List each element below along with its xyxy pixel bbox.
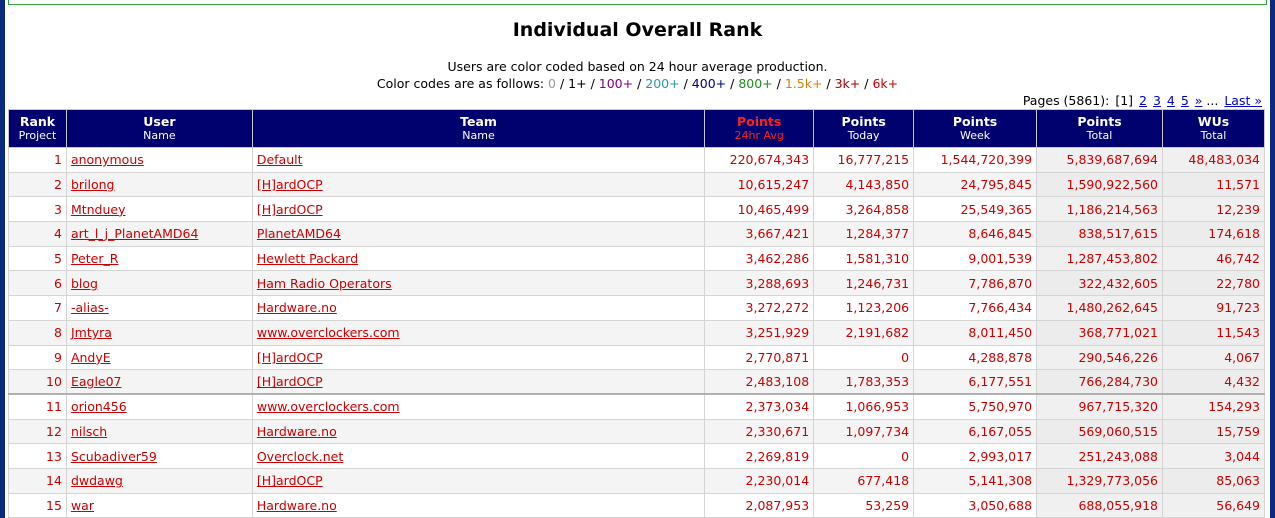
user-cell: [66, 296, 252, 321]
column-header-3[interactable]: [705, 110, 814, 148]
user-cell: [66, 320, 252, 345]
rank-cell: 15: [9, 493, 67, 518]
column-header-subtitle: Today: [847, 128, 880, 142]
team-link[interactable]: Hardware.no: [256, 497, 337, 513]
user-link[interactable]: Eagle07: [70, 374, 122, 390]
table-header-row: [9, 110, 1265, 148]
user-link[interactable]: -alias-: [70, 300, 109, 316]
points-total-cell: 5,839,687,694: [1037, 148, 1163, 173]
team-cell: [252, 246, 704, 271]
points-total-cell: 322,432,605: [1037, 271, 1163, 296]
pagination-link-3[interactable]: 3: [1152, 93, 1161, 108]
pagination-ellipsis: ...: [1206, 93, 1219, 108]
team-link[interactable]: Overclock.net: [256, 448, 344, 464]
rank-cell: 2: [9, 172, 67, 197]
points-today-cell: 16,777,215: [814, 148, 914, 173]
column-header-5[interactable]: [914, 110, 1037, 148]
color-code-1: 1+: [568, 76, 587, 91]
column-header-2[interactable]: [252, 110, 704, 148]
team-link[interactable]: Ham Radio Operators: [256, 275, 392, 291]
points-today-cell: 53,259: [814, 493, 914, 518]
points-week-cell: 7,766,434: [914, 296, 1037, 321]
user-link[interactable]: Peter_R: [70, 251, 119, 267]
points-today-cell: 1,123,206: [814, 296, 914, 321]
points-24hr-cell: 3,251,929: [705, 320, 814, 345]
points-week-cell: 5,750,970: [914, 394, 1037, 419]
points-24hr-cell: 3,462,286: [705, 246, 814, 271]
points-week-cell: 1,544,720,399: [914, 148, 1037, 173]
column-header-title: Points: [841, 113, 886, 129]
points-week-cell: 24,795,845: [914, 172, 1037, 197]
table-row: [9, 468, 1265, 493]
wus-total-cell: 46,742: [1162, 246, 1264, 271]
pagination-next[interactable]: »: [1194, 93, 1203, 108]
wus-total-cell: 174,618: [1162, 222, 1264, 247]
user-cell: [66, 493, 252, 518]
column-header-subtitle: Name: [462, 128, 495, 142]
wus-total-cell: 4,067: [1162, 345, 1264, 370]
wus-total-cell: 4,432: [1162, 370, 1264, 395]
user-link[interactable]: brilong: [70, 177, 115, 193]
table-row: [9, 419, 1265, 444]
points-week-cell: 3,050,688: [914, 493, 1037, 518]
rank-cell: 13: [9, 444, 67, 469]
user-link[interactable]: AndyE: [70, 349, 111, 365]
column-header-title: WUs: [1197, 113, 1230, 129]
points-total-cell: 1,186,214,563: [1037, 197, 1163, 222]
color-code-separator: /: [772, 76, 785, 91]
table-row: [9, 493, 1265, 518]
column-header-1[interactable]: [66, 110, 252, 148]
user-link[interactable]: orion456: [70, 399, 127, 415]
team-link[interactable]: [H]ardOCP: [256, 349, 323, 365]
rank-table: [8, 109, 1265, 518]
user-link[interactable]: Scubadiver59: [70, 448, 157, 464]
table-row: [9, 320, 1265, 345]
user-cell: [66, 370, 252, 395]
wus-total-cell: 22,780: [1162, 271, 1264, 296]
rank-cell: 11: [9, 394, 67, 419]
points-week-cell: 6,177,551: [914, 370, 1037, 395]
points-today-cell: 1,066,953: [814, 394, 914, 419]
table-row: [9, 370, 1265, 395]
points-today-cell: 4,143,850: [814, 172, 914, 197]
team-link[interactable]: www.overclockers.com: [256, 325, 400, 341]
points-24hr-cell: 3,272,272: [705, 296, 814, 321]
table-row: [9, 172, 1265, 197]
team-cell: [252, 148, 704, 173]
team-link[interactable]: Hardware.no: [256, 300, 337, 316]
column-header-6[interactable]: [1037, 110, 1163, 148]
pagination-label: Pages (5861):: [1022, 93, 1110, 108]
wus-total-cell: 56,649: [1162, 493, 1264, 518]
points-24hr-cell: 220,674,343: [705, 148, 814, 173]
points-week-cell: 25,549,365: [914, 197, 1037, 222]
user-cell: [66, 394, 252, 419]
pagination-link-5[interactable]: 5: [1180, 93, 1189, 108]
rank-cell: 9: [9, 345, 67, 370]
team-cell: [252, 345, 704, 370]
points-week-cell: 9,001,539: [914, 246, 1037, 271]
team-link[interactable]: www.overclockers.com: [256, 399, 400, 415]
points-today-cell: 1,581,310: [814, 246, 914, 271]
team-cell: [252, 493, 704, 518]
points-24hr-cell: 2,269,819: [705, 444, 814, 469]
page-frame: [5, 0, 1270, 518]
color-code-8: 6k+: [872, 76, 899, 91]
team-cell: [252, 419, 704, 444]
column-header-subtitle: Total: [1086, 128, 1113, 142]
points-24hr-cell: 2,770,871: [705, 345, 814, 370]
points-24hr-cell: 2,230,014: [705, 468, 814, 493]
pagination: [1023, 93, 1262, 108]
color-code-separator: /: [586, 76, 599, 91]
points-total-cell: 1,480,262,645: [1037, 296, 1163, 321]
points-24hr-cell: 2,373,034: [705, 394, 814, 419]
points-24hr-cell: 3,288,693: [705, 271, 814, 296]
column-header-subtitle: Name: [143, 128, 176, 142]
points-today-cell: 0: [814, 345, 914, 370]
user-link[interactable]: dwdawg: [70, 473, 123, 489]
points-total-cell: 766,284,730: [1037, 370, 1163, 395]
pagination-link-4[interactable]: 4: [1166, 93, 1175, 108]
user-link[interactable]: Mtnduey: [70, 201, 126, 217]
pagination-last[interactable]: Last »: [1224, 93, 1262, 108]
team-cell: [252, 271, 704, 296]
table-row: [9, 444, 1265, 469]
table-row: [9, 148, 1265, 173]
team-link[interactable]: [H]ardOCP: [256, 473, 323, 489]
team-cell: [252, 172, 704, 197]
points-24hr-cell: 2,483,108: [705, 370, 814, 395]
user-link[interactable]: Jmtyra: [70, 325, 112, 341]
column-header-subtitle: Total: [1200, 128, 1227, 142]
points-week-cell: 2,993,017: [914, 444, 1037, 469]
table-row: [9, 394, 1265, 419]
user-cell: [66, 222, 252, 247]
pagination-current: [1]: [1115, 93, 1134, 108]
color-legend-codes: [548, 76, 898, 91]
color-code-5: 800+: [738, 76, 773, 91]
team-link[interactable]: Hewlett Packard: [256, 251, 359, 267]
points-today-cell: 1,783,353: [814, 370, 914, 395]
wus-total-cell: 15,759: [1162, 419, 1264, 444]
color-code-0: 0: [548, 76, 556, 91]
wus-total-cell: 85,063: [1162, 468, 1264, 493]
color-legend: [5, 76, 1270, 91]
user-link[interactable]: anonymous: [70, 152, 144, 168]
team-link[interactable]: Hardware.no: [256, 423, 337, 439]
points-total-cell: 290,546,226: [1037, 345, 1163, 370]
color-code-separator: /: [726, 76, 739, 91]
points-today-cell: 0: [814, 444, 914, 469]
top-banner-edge: [8, 0, 1267, 5]
wus-total-cell: 3,044: [1162, 444, 1264, 469]
column-header-0[interactable]: [9, 110, 67, 148]
user-link[interactable]: art_l_j_PlanetAMD64: [70, 226, 199, 242]
rank-table-body: [9, 148, 1265, 518]
team-link[interactable]: PlanetAMD64: [256, 226, 341, 242]
column-header-title: Points: [952, 113, 998, 129]
user-cell: [66, 148, 252, 173]
wus-total-cell: 91,723: [1162, 296, 1264, 321]
color-code-2: 100+: [598, 76, 634, 91]
table-row: [9, 246, 1265, 271]
team-link[interactable]: [H]ardOCP: [256, 374, 323, 390]
user-cell: [66, 271, 252, 296]
color-code-separator: /: [860, 76, 873, 91]
team-cell: [252, 370, 704, 395]
points-24hr-cell: 2,087,953: [705, 493, 814, 518]
points-total-cell: 1,287,453,802: [1037, 246, 1163, 271]
points-week-cell: 6,167,055: [914, 419, 1037, 444]
points-24hr-cell: 3,667,421: [705, 222, 814, 247]
rank-cell: 14: [9, 468, 67, 493]
column-header-subtitle: 24hr Avg: [734, 128, 784, 142]
wus-total-cell: 12,239: [1162, 197, 1264, 222]
user-cell: [66, 345, 252, 370]
points-24hr-cell: 10,465,499: [705, 197, 814, 222]
wus-total-cell: 11,571: [1162, 172, 1264, 197]
points-24hr-cell: 2,330,671: [705, 419, 814, 444]
column-header-subtitle: Week: [960, 128, 991, 142]
column-header-title: User: [143, 113, 176, 129]
points-total-cell: 1,590,922,560: [1037, 172, 1163, 197]
team-cell: [252, 394, 704, 419]
wus-total-cell: 11,543: [1162, 320, 1264, 345]
rank-cell: 3: [9, 197, 67, 222]
rank-cell: 5: [9, 246, 67, 271]
rank-cell: 1: [9, 148, 67, 173]
table-row: [9, 222, 1265, 247]
color-legend-prefix: Color codes are as follows:: [376, 76, 545, 91]
column-header-subtitle: Project: [18, 128, 57, 142]
points-total-cell: 688,055,918: [1037, 493, 1163, 518]
points-today-cell: 1,284,377: [814, 222, 914, 247]
table-row: [9, 296, 1265, 321]
user-link[interactable]: war: [70, 497, 94, 513]
user-cell: [66, 468, 252, 493]
color-legend-description: Users are color coded based on 24 hour average production.: [447, 59, 828, 74]
points-today-cell: 2,191,682: [814, 320, 914, 345]
column-header-title: Points: [737, 113, 782, 129]
rank-cell: 4: [9, 222, 67, 247]
color-code-separator: /: [679, 76, 692, 91]
table-row: [9, 345, 1265, 370]
color-code-3: 200+: [645, 76, 680, 91]
team-cell: [252, 222, 704, 247]
points-total-cell: 838,517,615: [1037, 222, 1163, 247]
column-header-7[interactable]: [1162, 110, 1264, 148]
user-cell: [66, 172, 252, 197]
points-week-cell: 5,141,308: [914, 468, 1037, 493]
team-cell: [252, 468, 704, 493]
team-link[interactable]: Default: [256, 152, 303, 168]
points-total-cell: 569,060,515: [1037, 419, 1163, 444]
user-cell: [66, 197, 252, 222]
pagination-link-2[interactable]: 2: [1139, 93, 1147, 108]
team-cell: [252, 296, 704, 321]
points-week-cell: 8,011,450: [914, 320, 1037, 345]
color-code-separator: /: [555, 76, 569, 91]
team-cell: [252, 444, 704, 469]
user-cell: [66, 444, 252, 469]
points-week-cell: 4,288,878: [914, 345, 1037, 370]
user-cell: [66, 419, 252, 444]
color-code-6: 1.5k+: [784, 76, 823, 91]
color-code-7: 3k+: [834, 76, 861, 91]
points-24hr-cell: 10,615,247: [705, 172, 814, 197]
points-today-cell: 1,097,734: [814, 419, 914, 444]
rank-cell: 6: [9, 271, 67, 296]
user-link[interactable]: blog: [70, 275, 98, 291]
color-code-separator: /: [633, 76, 646, 91]
points-week-cell: 8,646,845: [914, 222, 1037, 247]
rank-cell: 12: [9, 419, 67, 444]
column-header-title: Rank: [19, 113, 56, 129]
page-title: Individual Overall Rank: [512, 19, 763, 41]
table-row: [9, 271, 1265, 296]
column-header-4[interactable]: [814, 110, 914, 148]
points-total-cell: 251,243,088: [1037, 444, 1163, 469]
points-total-cell: 1,329,773,056: [1037, 468, 1163, 493]
table-row: [9, 197, 1265, 222]
team-link[interactable]: [H]ardOCP: [256, 201, 323, 217]
points-today-cell: 1,246,731: [814, 271, 914, 296]
team-cell: [252, 320, 704, 345]
team-link[interactable]: [H]ardOCP: [256, 177, 323, 193]
color-code-separator: /: [822, 76, 835, 91]
points-total-cell: 967,715,320: [1037, 394, 1163, 419]
user-link[interactable]: nilsch: [70, 423, 108, 439]
wus-total-cell: 154,293: [1162, 394, 1264, 419]
color-code-4: 400+: [691, 76, 727, 91]
points-today-cell: 677,418: [814, 468, 914, 493]
team-cell: [252, 197, 704, 222]
points-week-cell: 7,786,870: [914, 271, 1037, 296]
user-cell: [66, 246, 252, 271]
rank-cell: 8: [9, 320, 67, 345]
rank-cell: 7: [9, 296, 67, 321]
wus-total-cell: 48,483,034: [1162, 148, 1264, 173]
column-header-title: Points: [1077, 113, 1122, 129]
points-today-cell: 3,264,858: [814, 197, 914, 222]
rank-cell: 10: [9, 370, 67, 395]
points-total-cell: 368,771,021: [1037, 320, 1163, 345]
column-header-title: Team: [460, 113, 497, 129]
